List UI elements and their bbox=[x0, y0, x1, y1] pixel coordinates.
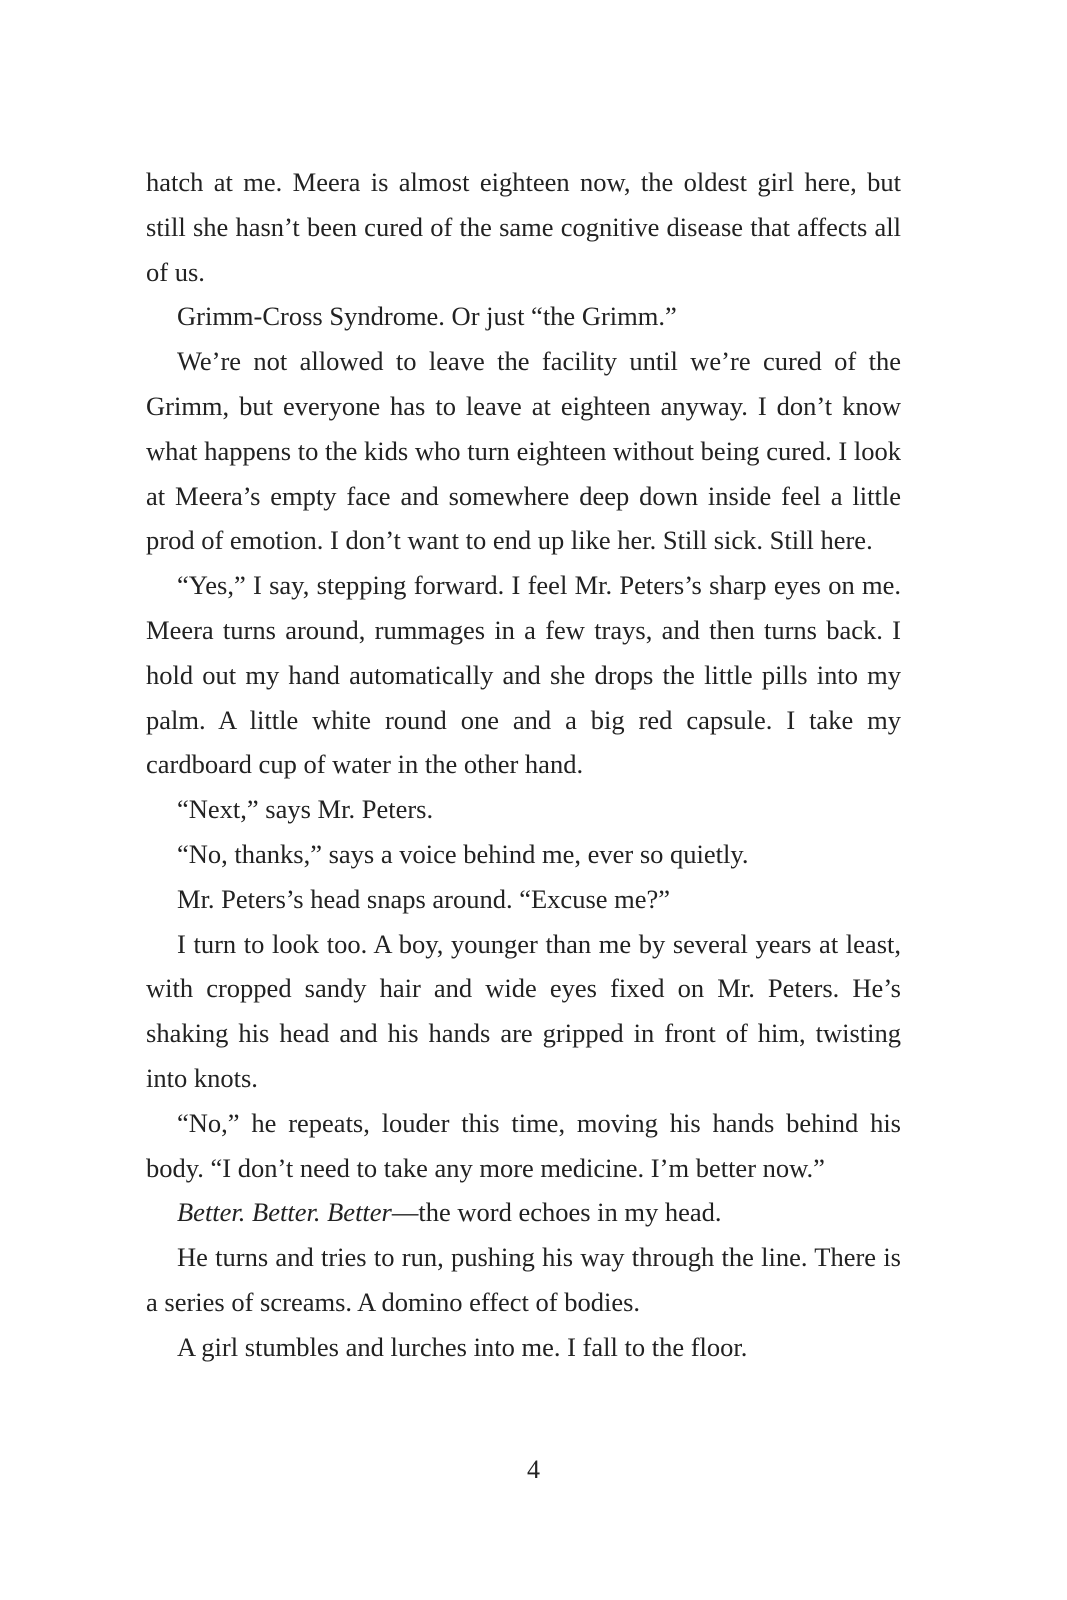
page-number: 4 bbox=[527, 1455, 540, 1484]
paragraph: I turn to look too. A boy, younger than me by several years at least, with cropped sandy hair and wide eyes fixed on Mr. Peters. He’s shaking his head and his hands are gripped in front of him, twisting into knots. bbox=[146, 928, 901, 1093]
paragraph-italic-echo bbox=[146, 1190, 901, 1235]
paragraph: “Yes,” I say, stepping forward. I feel Mr. Peters’s sharp eyes on me. Meera turns around, rummages in a few trays, and then turns back. I hold out my hand automatically and she drops the little pills into my palm. A little white round one and a big red capsule. I take my cardboard cup of water in the other hand. bbox=[146, 570, 901, 780]
italic-phrase: Better. Better. Better bbox=[177, 1197, 392, 1228]
body-text bbox=[146, 160, 901, 1370]
paragraph: Grimm-Cross Syndrome. Or just “the Grimm.” bbox=[177, 301, 677, 332]
paragraph: We’re not allowed to leave the facility until we’re cured of the Grimm, but everyone has to leave at eighteen anyway. I don’t know what happens to the kids who turn eighteen without being cured. I look at Meera’s empty face and somewhere deep down inside feel a little prod of emotion. I don’t want to end up like her. Still sick. Still here. bbox=[146, 346, 901, 556]
paragraph: Mr. Peters’s head snaps around. “Excuse me?” bbox=[177, 883, 671, 914]
paragraph: He turns and tries to run, pushing his way through the line. There is a series of screams. A domino effect of bodies. bbox=[146, 1242, 901, 1317]
paragraph-remainder: —the word echoes in my head. bbox=[391, 1197, 722, 1228]
paragraph: “No, thanks,” says a voice behind me, ever so quietly. bbox=[177, 838, 749, 869]
paragraph: “No,” he repeats, louder this time, moving his hands behind his body. “I don’t need to take any more medicine. I’m better now.” bbox=[146, 1107, 901, 1183]
paragraph: “Next,” says Mr. Peters. bbox=[177, 794, 434, 825]
paragraph-continued: hatch at me. Meera is almost eighteen now, the oldest girl here, but still she hasn’t been cured of the same cognitive disease that affects all of us. bbox=[146, 167, 901, 287]
paragraph: A girl stumbles and lurches into me. I fall to the floor. bbox=[177, 1331, 748, 1362]
